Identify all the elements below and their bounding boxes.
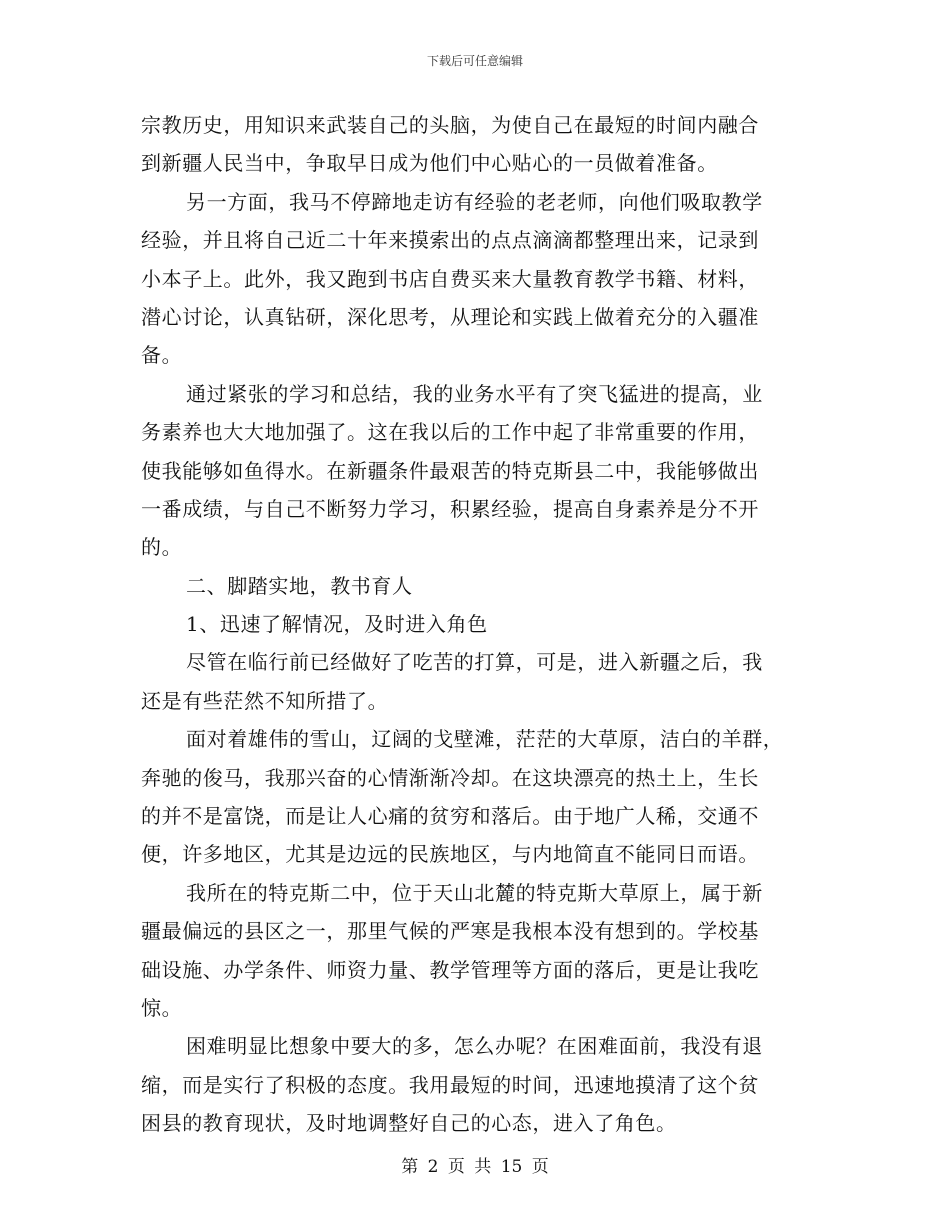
text-line: 的。 [141, 535, 183, 560]
text-line: 疆最偏远的县区之一，那里气候的严寒是我根本没有想到的。学校基 [141, 919, 759, 944]
text-line: 面对着雄伟的雪山，辽阔的戈壁滩，茫茫的大草原，洁白的羊群， [186, 727, 784, 752]
document-body [141, 106, 809, 1143]
text-line: 便，许多地区，尤其是边远的民族地区，与内地简直不能同日而语。 [141, 842, 759, 867]
text-line: 我所在的特克斯二中，位于天山北麓的特克斯大草原上，属于新 [186, 880, 763, 905]
text-line: 础设施、办学条件、师资力量、教学管理等方面的落后，更是让我吃 [141, 957, 759, 982]
text-line: 经验，并且将自己近二十年来摸索出的点点滴滴都整理出来，记录到 [141, 228, 759, 253]
text-line: 备。 [141, 343, 183, 368]
text-line: 困难明显比想象中要大的多，怎么办呢？在困难面前，我没有退 [186, 1034, 763, 1059]
text-line: 宗教历史，用知识来武装自己的头脑，为使自己在最短的时间内融合 [141, 113, 759, 137]
page-header-note: 下载后可任意编辑 [426, 54, 523, 68]
text-line: 使我能够如鱼得水。在新疆条件最艰苦的特克斯县二中，我能够做出 [141, 458, 759, 483]
text-line: 通过紧张的学习和总结，我的业务水平有了突飞猛进的提高，业 [186, 381, 763, 406]
text-line: 还是有些茫然不知所措了。 [141, 688, 389, 713]
text-line: 另一方面，我马不停蹄地走访有经验的老老师，向他们吸取教学 [186, 189, 763, 214]
text-line: 1、迅速了解情况，及时进入角色 [186, 612, 488, 637]
text-line: 缩，而是实行了积极的态度。我用最短的时间，迅速地摸清了这个贫 [141, 1072, 759, 1097]
text-line: 尽管在临行前已经做好了吃苦的打算，可是，进入新疆之后，我 [186, 650, 763, 675]
text-line: 一番成绩，与自己不断努力学习，积累经验，提高自身素养是分不开 [141, 496, 759, 521]
text-line: 惊。 [141, 995, 183, 1020]
text-line: 奔驰的俊马，我那兴奋的心情渐渐冷却。在这块漂亮的热土上，生长 [141, 765, 759, 790]
text-line: 潜心讨论，认真钻研，深化思考，从理论和实践上做着充分的入疆准 [141, 304, 759, 329]
text-line: 到新疆人民当中，争取早日成为他们中心贴心的一员做着准备。 [141, 151, 718, 176]
text-line: 困县的教育现状，及时地调整好自己的心态，进入了角色。 [141, 1111, 677, 1136]
text-line: 二、脚踏实地，教书育人 [186, 573, 413, 598]
text-line: 务素养也大大地加强了。这在我以后的工作中起了非常重要的作用， [141, 420, 759, 445]
page-number-footer: 第 2 页 共 15 页 [401, 1157, 549, 1177]
text-line: 小本子上。此外，我又跑到书店自费买来大量教育教学书籍、材料， [141, 266, 759, 291]
text-line: 的并不是富饶，而是让人心痛的贫穷和落后。由于地广人稀，交通不 [141, 804, 759, 829]
